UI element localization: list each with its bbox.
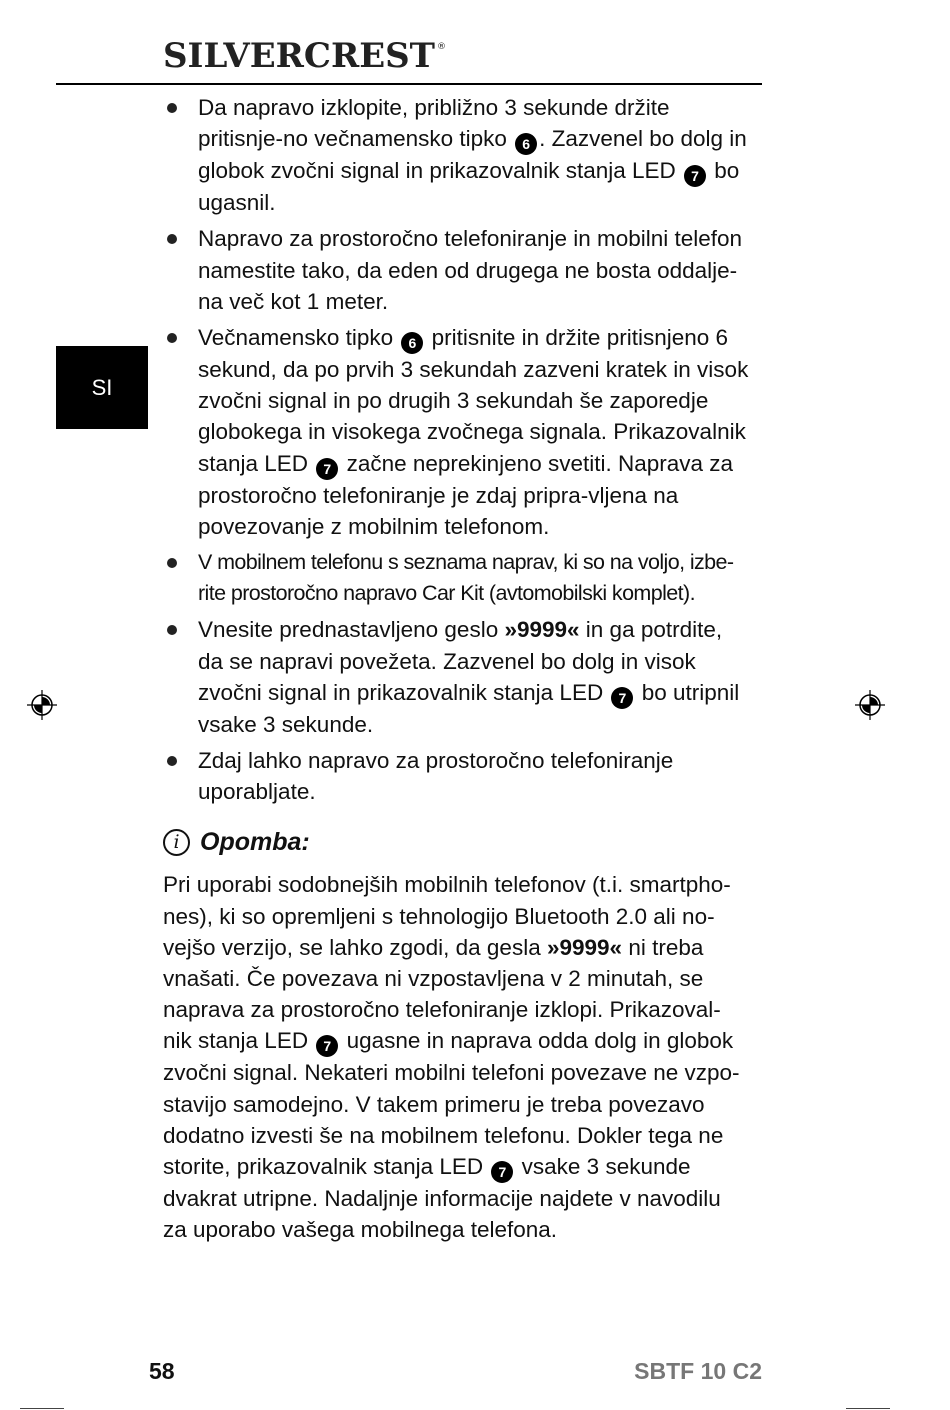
callout-number-icon: 7 — [316, 458, 338, 480]
item-text: Večnamensko tipko — [198, 325, 400, 351]
item-text: in ga potrdite, da se napravi povežeta. Zazvenel bo dolg in visok zvočni signal in prikazovalnik stanja LED — [198, 617, 723, 705]
bullet-icon — [167, 234, 177, 244]
callout-number-icon: 7 — [316, 1035, 338, 1057]
item-text: V mobilnem telefonu s seznama naprav, ki so na voljo, izbe-rite prostoročno napravo Car Kit (avtomobilski komplet). — [198, 550, 734, 606]
note-text: ni treba vnašati. Če povezava ni vzpostavljena v 2 minutah, se naprava za prostoročno telefoniranje izklopi. Prikazoval-nik stanja LED — [163, 934, 721, 1054]
item-text: Da napravo izklopite, približno 3 sekunde držite pritisnje-no večnamensko tipko — [198, 95, 670, 152]
bullet-icon — [167, 756, 177, 766]
callout-number-icon: 7 — [611, 687, 633, 709]
item-text: pritisnite in držite pritisnjeno 6 sekund, da po prvih 3 sekundah zazveni kratek in visok zvočni signal in po drugih 3 sekundah še zaporedje globokega in visokega zvočnega signala. Prikazovalnik stanja LED — [198, 325, 749, 476]
note-heading — [163, 821, 753, 863]
crop-mark-right — [846, 1408, 890, 1409]
callout-number-icon: 7 — [491, 1161, 513, 1183]
callout-number-icon: 7 — [684, 165, 706, 187]
brand-logo-crest: CREST — [303, 36, 435, 76]
registration-mark-left-icon — [27, 690, 57, 720]
callout-number-icon: 6 — [515, 133, 537, 155]
model-number: SBTF 10 C2 — [634, 1358, 762, 1384]
item-text: Vnesite prednastavljeno geslo — [198, 617, 505, 643]
language-tab-label: SI — [91, 374, 113, 400]
bullet-icon — [167, 558, 177, 568]
crop-mark-left — [20, 1408, 64, 1409]
info-icon: i — [163, 829, 190, 856]
list-item — [163, 223, 753, 317]
list-item — [163, 745, 753, 807]
item-text: Napravo za prostoročno telefoniranje in mobilni telefon namestite tako, da eden od drugega ne bosta oddalje-na več kot 1 meter. — [198, 226, 743, 314]
page-number: 58 — [149, 1358, 175, 1384]
callout-number-icon: 6 — [401, 332, 423, 354]
brand-logo — [163, 36, 446, 76]
note-text: Pri uporabi sodobnejših mobilnih telefonov (t.i. smartpho-nes), ki so opremljeni s tehnologijo Bluetooth 2.0 ali no-vejšo verzijo, se lahko zgodi, da gesla — [163, 872, 731, 960]
registered-mark: ® — [436, 42, 446, 52]
bullet-icon — [167, 103, 177, 113]
item-text: bo ugasnil. — [198, 158, 740, 216]
header-rule — [56, 83, 762, 85]
item-text: Zdaj lahko napravo za prostoročno telefoniranje uporabljate. — [198, 748, 674, 805]
item-text: . Zazvenel bo dolg in globok zvočni signal in prikazovalnik stanja LED — [198, 126, 747, 184]
note-body — [163, 869, 743, 1245]
brand-logo-silver: SILVER — [163, 36, 304, 76]
language-tab — [56, 346, 148, 429]
passcode-text: »9999« — [504, 617, 580, 643]
bullet-icon — [167, 333, 177, 343]
list-item — [163, 322, 753, 542]
list-item — [163, 92, 753, 218]
list-item — [163, 614, 753, 740]
item-text: začne neprekinjeno svetiti. Naprava za prostoročno telefoniranje je zdaj pripra-vljena na povezovanje z mobilnim telefonom. — [198, 450, 734, 539]
note-text: vsake 3 sekunde dvakrat utripne. Nadaljnje informacije najdete v navodilu za uporabo vašega mobilnega telefona. — [163, 1154, 721, 1243]
passcode-text: »9999« — [546, 934, 623, 960]
bullet-icon — [167, 625, 177, 635]
instruction-list — [163, 92, 753, 807]
main-content — [163, 92, 753, 1245]
list-item — [163, 547, 753, 609]
registration-mark-right-icon — [855, 690, 885, 720]
note-title: Opomba: — [200, 827, 310, 856]
item-text: bo utripnil vsake 3 sekunde. — [198, 679, 740, 737]
note-text: ugasne in naprava odda dolg in globok zvočni signal. Nekateri mobilni telefoni povezave ne vzpo-stavijo samodejno. V takem primeru je treba povezavo dodatno izvesti še na mobilnem telefonu. Dokler tega ne storite, prikazovalnik stanja LED — [163, 1028, 740, 1180]
